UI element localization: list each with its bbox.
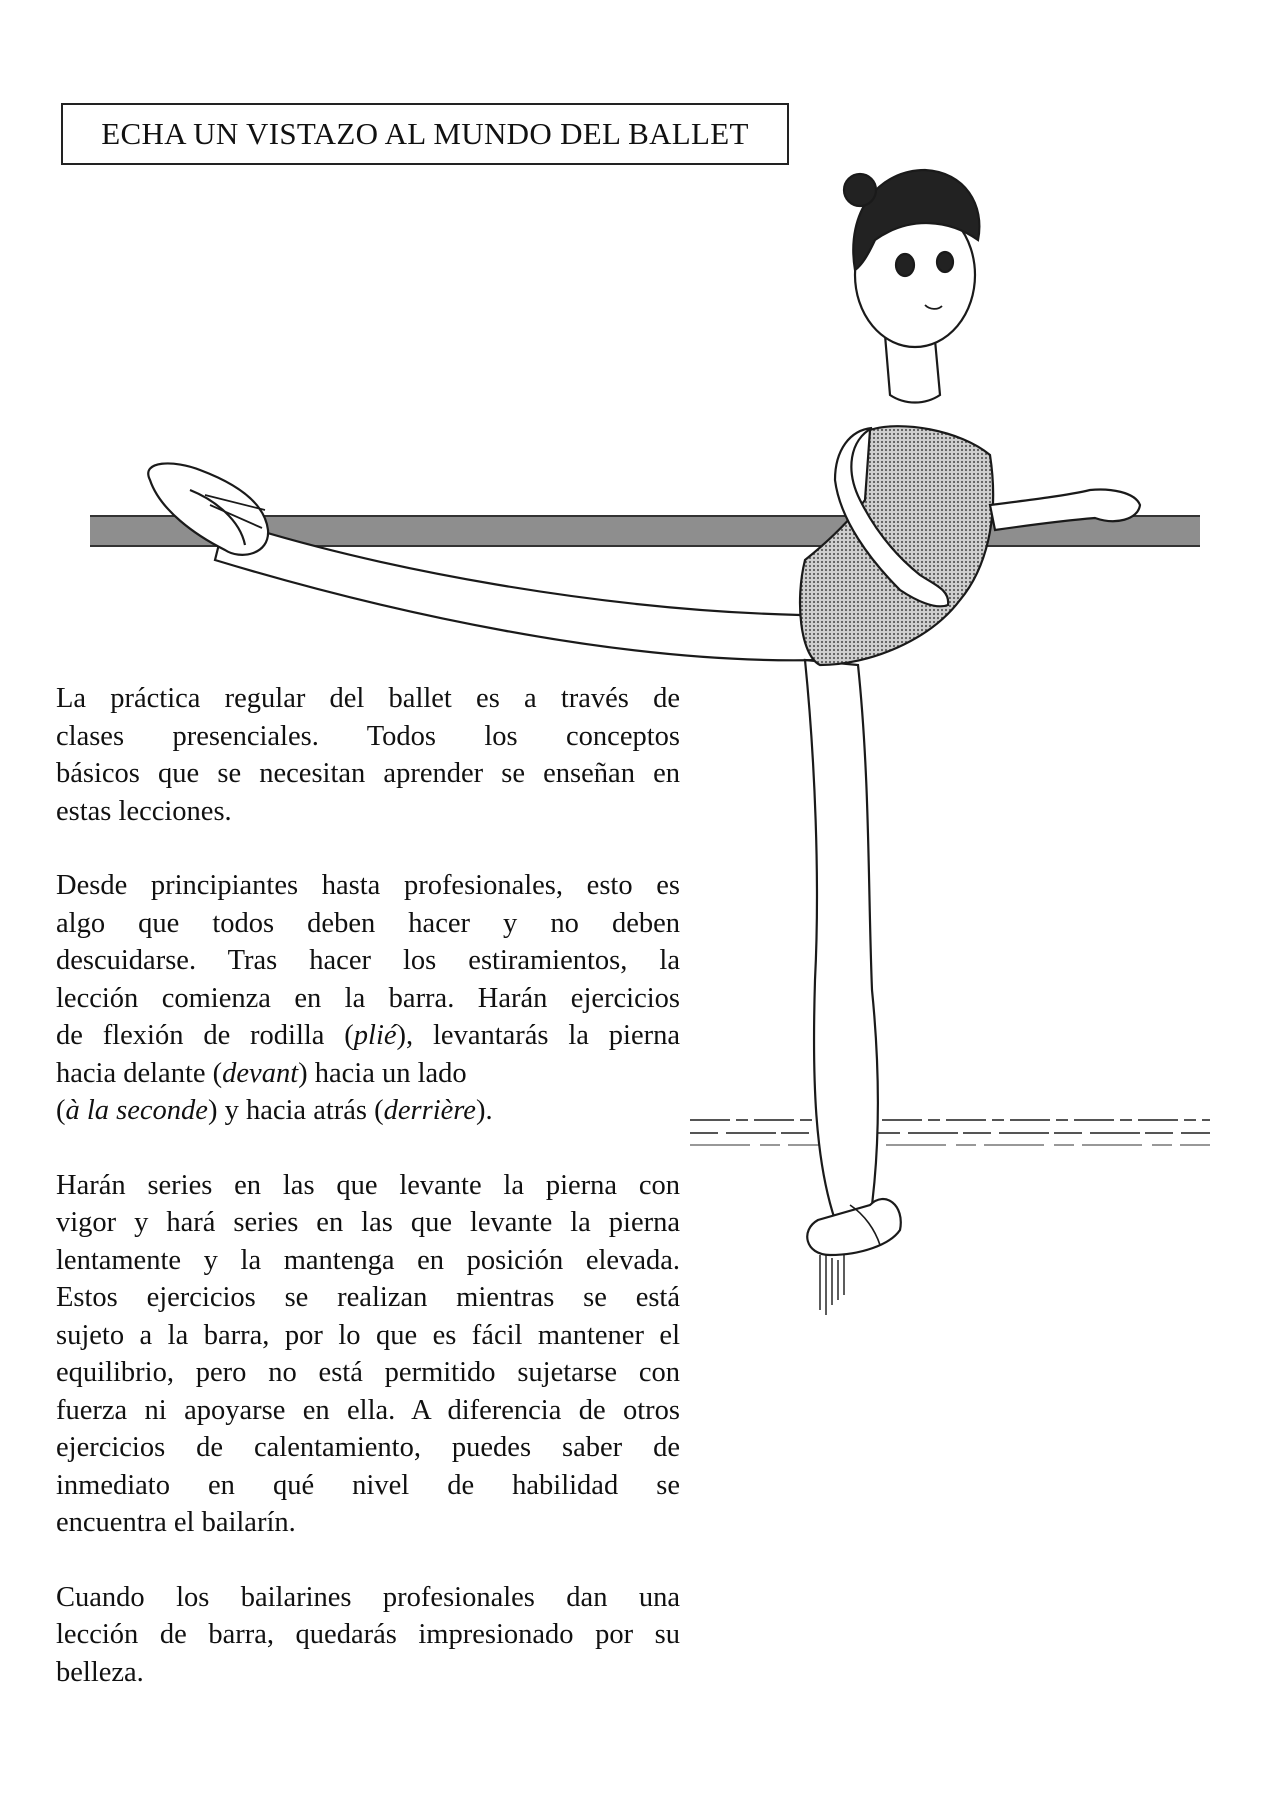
text-line: de flexión de rodilla (plié), levantarás la pierna — [56, 1020, 680, 1051]
text-line: belleza. — [56, 1656, 144, 1688]
text-line: lección de barra, quedarás impresionado por su — [56, 1619, 680, 1650]
text-line: vigor y hará series en las que levante la pierna — [56, 1207, 680, 1238]
raised-leg — [148, 463, 820, 660]
body-text — [56, 680, 680, 1728]
text-line: equilibrio, pero no está permitido sujetarse con — [56, 1357, 680, 1388]
text-line: hacia delante (devant) hacia un lado — [56, 1057, 467, 1089]
page-title — [61, 103, 789, 165]
text-line: lección comienza en la barra. Harán ejercicios — [56, 982, 680, 1014]
text-line: sujeto a la barra, por lo que es fácil mantener el — [56, 1319, 680, 1351]
text-line: Cuando los bailarines profesionales dan una — [56, 1581, 680, 1613]
paragraph-1 — [56, 680, 680, 830]
text-line: fuerza ni apoyarse en ella. A diferencia de otros — [56, 1394, 680, 1426]
text-line: básicos que se necesitan aprender se enseñan en — [56, 758, 680, 789]
page-title-text: ECHA UN VISTAZO AL MUNDO DEL BALLET — [101, 116, 749, 151]
text-line: encuentra el bailarín. — [56, 1507, 296, 1538]
paragraph-2 — [56, 867, 680, 1130]
text-line: descuidarse. Tras hacer los estiramientos, la — [56, 945, 680, 976]
text-line: algo que todos deben hacer y no deben — [56, 907, 680, 939]
text-line: La práctica regular del ballet es a través de — [56, 683, 680, 714]
text-line: clases presenciales. Todos los conceptos — [56, 720, 680, 752]
paragraph-4 — [56, 1579, 680, 1692]
paragraph-3 — [56, 1167, 680, 1542]
text-line: Desde principiantes hasta profesionales, esto es — [56, 870, 680, 901]
text-line: inmediato en qué nivel de habilidad se — [56, 1469, 680, 1501]
text-line: (à la seconde) y hacia atrás (derrière). — [56, 1095, 493, 1126]
lower-barre — [690, 1120, 1210, 1145]
leotard — [800, 426, 993, 665]
text-line: Estos ejercicios se realizan mientras se está — [56, 1282, 680, 1313]
standing-leg — [805, 660, 901, 1255]
text-line: ejercicios de calentamiento, puedes saber de — [56, 1432, 680, 1463]
head — [844, 170, 979, 403]
text-line: Harán series en las que levante la pierna con — [56, 1169, 680, 1201]
text-line: lentamente y la mantenga en posición elevada. — [56, 1244, 680, 1276]
text-line: estas lecciones. — [56, 795, 232, 827]
